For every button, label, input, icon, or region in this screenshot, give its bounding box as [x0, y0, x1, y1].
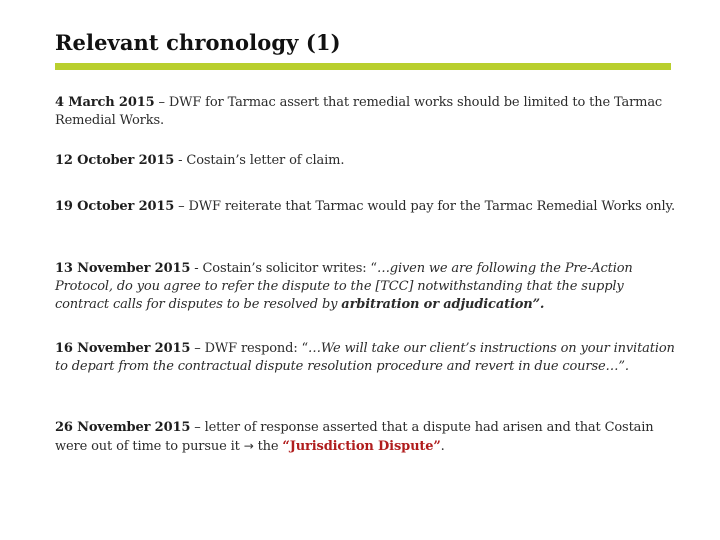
- entry-date: 16 November 2015: [55, 341, 191, 356]
- slide-title: Relevant chronology (1): [55, 30, 341, 55]
- chronology-entry: [55, 198, 680, 216]
- entry-text: DWF reiterate that Tarmac would pay for the Tarmac Remedial Works only.: [188, 199, 675, 214]
- entry-quote-end: ”.: [532, 297, 545, 312]
- entry-separator: –: [174, 199, 189, 214]
- entry-date: 13 November 2015: [55, 261, 191, 276]
- chronology-entry: [55, 340, 680, 376]
- entry-separator: –: [190, 420, 205, 435]
- entry-quote: …We will take our client’s instructions on your invitation to depart from the contractual dispute resolution procedure and revert in due course…: [55, 341, 675, 374]
- arrow-right-icon: →: [243, 439, 254, 453]
- entry-text: DWF for Tarmac assert that remedial works should be limited to the Tarmac Remedial Works.: [55, 95, 663, 128]
- entry-text-after-arrow: the: [253, 439, 283, 454]
- title-underline-rule: [55, 63, 671, 70]
- entry-text: Costain’s solicitor writes: “: [202, 261, 377, 276]
- entry-text: DWF respond: “: [204, 341, 309, 356]
- entry-text: letter of response asserted that a dispute had arisen and that Costain were out of time to pursue it: [55, 420, 654, 454]
- entry-quote-end: ”.: [618, 359, 629, 374]
- entry-date: 19 October 2015: [55, 199, 175, 214]
- entry-date: 12 October 2015: [55, 153, 175, 168]
- entry-quote: …given we are following the Pre-Action Protocol, do you agree to refer the dispute to the [TCC] notwithstanding that the supply contract calls for disputes to be resolved by: [55, 261, 633, 312]
- entry-separator: -: [174, 153, 187, 168]
- jurisdiction-dispute-highlight: “Jurisdiction Dispute”: [282, 439, 441, 454]
- entry-text: Costain’s letter of claim.: [186, 153, 345, 168]
- entry-separator: –: [190, 341, 205, 356]
- chronology-entry: [55, 260, 680, 314]
- entry-date: 4 March 2015: [55, 95, 155, 110]
- entry-quote-emphasis: arbitration or adjudication: [341, 297, 533, 312]
- chronology-entry: [55, 94, 680, 130]
- entry-end: .: [440, 439, 445, 454]
- entry-date: 26 November 2015: [55, 420, 191, 435]
- entry-separator: -: [190, 261, 203, 276]
- chronology-entry: [55, 419, 680, 456]
- chronology-entry: [55, 152, 680, 170]
- entry-separator: –: [154, 95, 169, 110]
